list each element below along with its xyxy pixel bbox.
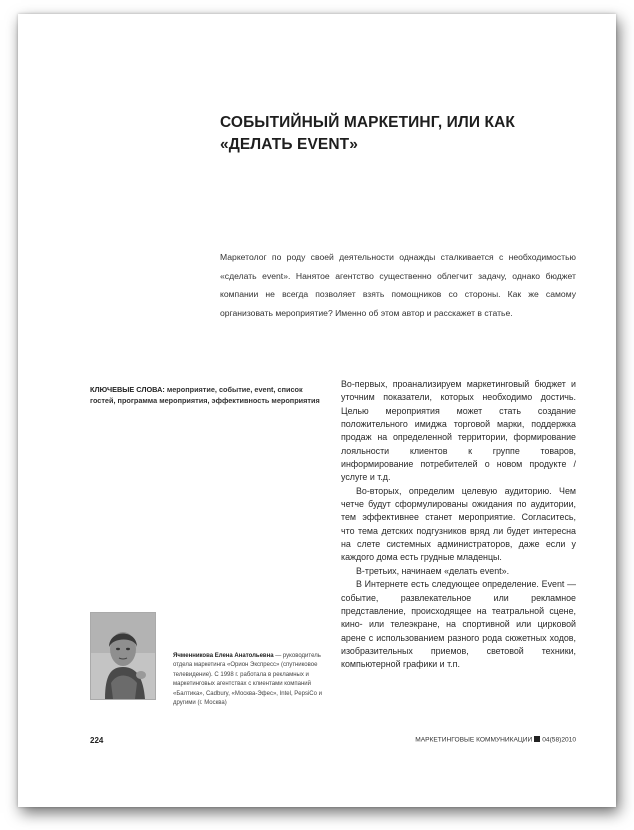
keywords-text: мероприятие, событие, event, список гостей, программа мероприятия, эффективность мероприятия bbox=[90, 385, 320, 405]
body-paragraph: В Интернете есть следующее определение. Event — событие, развлекательное или рекламное представление, происходящее на театральной сцене, кино- или телеэкране, на спортивной или цирковой арене с использованием разного рода сюжетных ходов, изобразительных приемов, световой техники, компьютерной графики и т.п. bbox=[341, 579, 576, 670]
body-paragraph: Во-первых, проанализируем маркетинговый бюджет и уточним показатели, которых необходимо достичь. Целью мероприятия может стать создание положительного имиджа торговой марки, поддержка продаж на определенной территории, формирование лояльности клиентов к группе товаров, информирование потребителей о новом продукте / услуге и т.д. bbox=[341, 379, 576, 483]
magazine-footer bbox=[415, 736, 576, 744]
author-portrait-image bbox=[91, 613, 155, 699]
magazine-name: МАРКЕТИНГОВЫЕ КОММУНИКАЦИИ bbox=[415, 736, 533, 744]
article-body bbox=[341, 378, 576, 672]
article-title bbox=[220, 112, 560, 156]
keywords-block bbox=[90, 384, 330, 406]
article-title-line-1: СОБЫТИЙНЫЙ МАРКЕТИНГ, ИЛИ КАК bbox=[220, 114, 515, 131]
author-info bbox=[173, 652, 329, 708]
body-paragraph: В-третьих, начинаем «делать event». bbox=[356, 565, 510, 576]
author-bio: — руководитель отдела маркетинга «Орион Экспресс» (спутниковое телевидение). С 1998 г. работала в рекламных и маркетинговых агентствах с клиентами компаний «Балтика», Cadbury, «Москва-Эфес», Intel, PepsiCo и другими (г. Москва) bbox=[173, 653, 322, 707]
square-separator-icon bbox=[534, 736, 540, 742]
page-number: 224 bbox=[90, 736, 104, 745]
magazine-issue: 04(58)2010 bbox=[542, 736, 576, 744]
magazine-page bbox=[18, 14, 616, 807]
body-paragraph: Во-вторых, определим целевую аудиторию. Чем четче будут сформулированы ожидания по аудитории, тем эффективнее станет мероприятие. Согласитесь, что тема детских подгузников вряд ли будет интересна на слете системных администраторов, даже если у каждого дома есть грудные младенцы. bbox=[341, 485, 576, 563]
article-title-line-2: «ДЕЛАТЬ EVENT» bbox=[220, 136, 358, 153]
keywords-label: КЛЮЧЕВЫЕ СЛОВА: bbox=[90, 385, 165, 394]
author-photo bbox=[90, 612, 156, 700]
author-name: Ячменникова Елена Анатольевна bbox=[173, 653, 274, 659]
article-lead: Маркетолог по роду своей деятельности однажды сталкивается с необходимостью «сделать event». Нанятое агентство существенно облегчит задачу, однако бюджет компании не всегда позволяет взять помощников со стороны. Как же самому организовать мероприятие? Именно об этом автор и расскажет в статье. bbox=[220, 252, 576, 318]
